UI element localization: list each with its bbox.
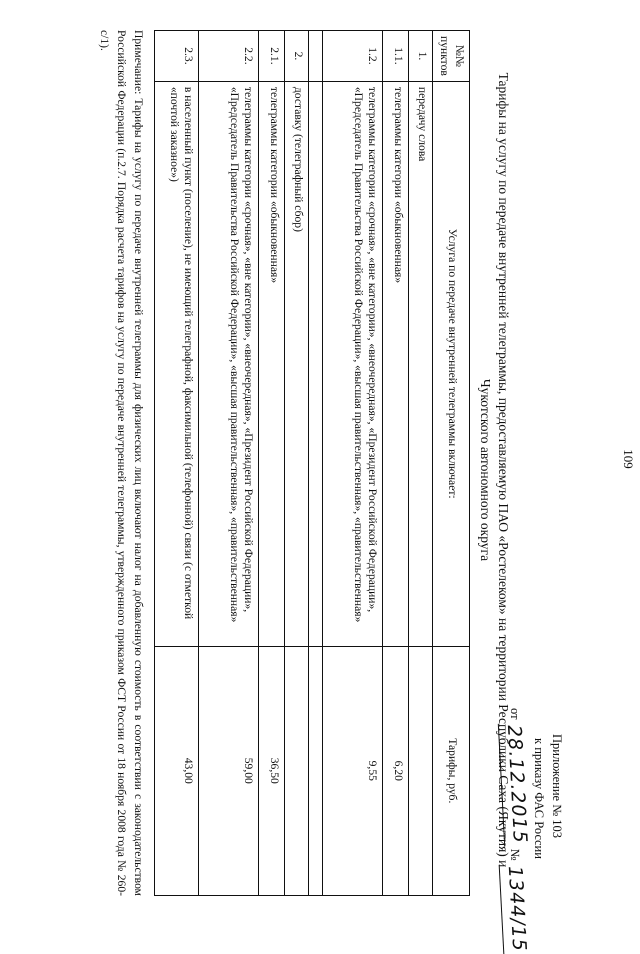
table-row bbox=[259, 31, 285, 896]
handwritten-date: 28.12.2015 bbox=[498, 722, 533, 846]
row-service bbox=[309, 81, 323, 646]
table-row bbox=[309, 31, 323, 896]
table-row bbox=[409, 31, 433, 896]
row-number bbox=[309, 31, 323, 82]
row-number: 1.2. bbox=[323, 31, 383, 82]
row-service: телеграммы категории «срочная», «вне категории», «внеочередная», «Президент Российской Федерации», «Председатель Правительства Российской Федерации», «высшая правительственная», «правительственная» bbox=[323, 81, 383, 646]
row-tariff bbox=[409, 646, 433, 895]
number-label: № bbox=[507, 848, 522, 861]
row-number: 1.1. bbox=[383, 31, 409, 82]
table-row bbox=[285, 31, 309, 896]
footnote: Примечание: Тарифы на услугу по передаче внутренней телеграммы для физических лиц включают налог на добавленную стоимость в соответствии с законодательством Российской Федерации (п.2.7. Порядка расчета тарифов на услугу по передаче внутренней телеграммы, утвержденного приказом ФСТ России от 18 ноября 2008 года № 260-с/1). bbox=[98, 30, 145, 896]
table-header-row bbox=[433, 31, 470, 896]
row-tariff: 59,00 bbox=[199, 646, 259, 895]
row-tariff bbox=[285, 646, 309, 895]
row-tariff: 43,00 bbox=[155, 646, 199, 895]
row-service: передачу слова bbox=[409, 81, 433, 646]
row-service: телеграммы категории «обыкновенная» bbox=[383, 81, 409, 646]
table-row bbox=[199, 31, 259, 896]
row-service: телеграммы категории «обыкновенная» bbox=[259, 81, 285, 646]
header-tariff: Тарифы, руб. bbox=[433, 646, 470, 895]
table-row bbox=[383, 31, 409, 896]
appendix-label: Приложение № 103 bbox=[550, 734, 564, 839]
row-tariff: 9,55 bbox=[323, 646, 383, 895]
row-number: 1. bbox=[409, 31, 433, 82]
row-number: 2.2. bbox=[199, 31, 259, 82]
row-number: 2.3. bbox=[155, 31, 199, 82]
row-tariff bbox=[309, 646, 323, 895]
row-number: 2.1. bbox=[259, 31, 285, 82]
row-service: телеграммы категории «срочная», «вне категории», «внеочередная», «Президент Российской Федерации», «Председатель Правительства Российской Федерации», «высшая правительственная», «правительственная» bbox=[199, 81, 259, 646]
handwritten-number: 1344/15 bbox=[499, 863, 532, 954]
row-tariff: 36,50 bbox=[259, 646, 285, 895]
row-number: 2. bbox=[285, 31, 309, 82]
document-title: Тарифы на услугу по передаче внутренней телеграммы, предоставляемую ПАО «Ростелеком» на территории Республики Саха (Якутия) и Чукотского автономного округа bbox=[477, 72, 511, 868]
order-reference: к приказу ФАС России bbox=[531, 738, 546, 859]
row-tariff: 6,20 bbox=[383, 646, 409, 895]
from-label: от bbox=[507, 708, 522, 720]
tariff-table bbox=[154, 30, 470, 896]
header-service: Услуга по передаче внутренней телеграммы включает: bbox=[433, 81, 470, 646]
page-number: 109 bbox=[621, 449, 636, 469]
table-row bbox=[155, 31, 199, 896]
row-service: в населенный пункт (поселение), не имеющий телеграфной, факсимильной (телефонной) связи (с отметкой «почтой заказное») bbox=[155, 81, 199, 646]
table-row bbox=[323, 31, 383, 896]
header-item-number: №№ пунктов bbox=[433, 31, 470, 82]
row-service: доставку (телеграфный сбор) bbox=[285, 81, 309, 646]
